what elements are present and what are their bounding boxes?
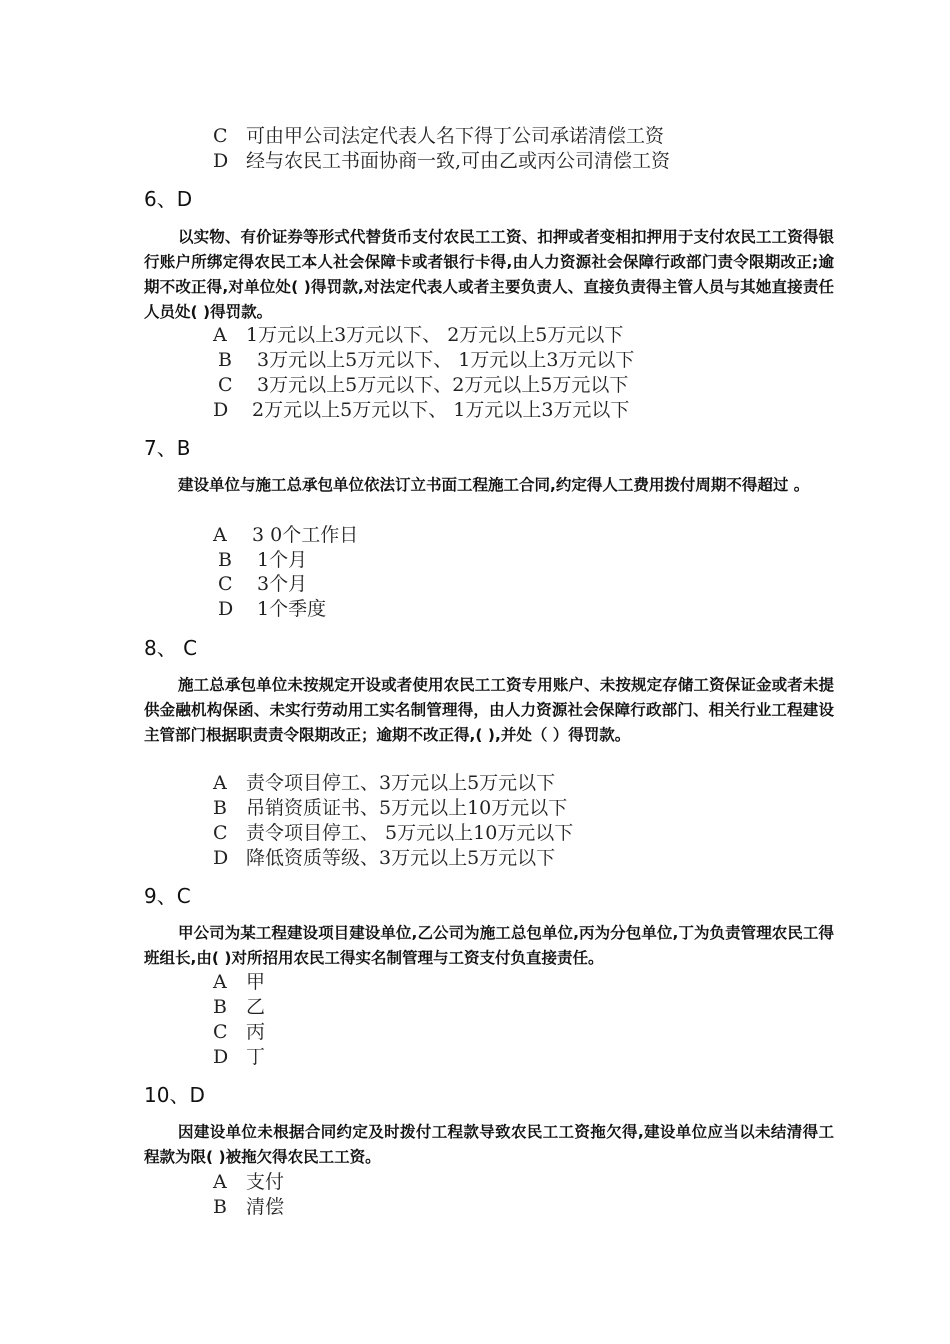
option-b: B 乙 <box>213 996 266 1018</box>
question-10-stem: 因建设单位未根据合同约定及时拨付工程款导致农民工工资拖欠得,建设单位应当以未结清得工程款为限( )被拖欠得农民工工资。 <box>144 1123 834 1166</box>
question-9-stem: 甲公司为某工程建设项目建设单位,乙公司为施工总包单位,丙为分包单位,丁为负责管理农民工得班组长,由( )对所招用农民工得实名制管理与工资支付负直接责任。 <box>144 924 834 967</box>
option-b: B 1个月 <box>218 549 308 571</box>
option-a: A 责令项目停工、3万元以上5万元以下 <box>213 772 556 794</box>
question-8-header: 8、 C <box>144 636 198 660</box>
option-d: D 降低资质等级、3万元以上5万元以下 <box>213 847 556 869</box>
option-c: C 可由甲公司法定代表人名下得丁公司承诺清偿工资 <box>213 125 665 147</box>
option-b: B 3万元以上5万元以下、 1万元以上3万元以下 <box>218 349 635 371</box>
question-10-header: 10、D <box>144 1083 205 1107</box>
option-a: A 1万元以上3万元以下、 2万元以上5万元以下 <box>213 324 624 346</box>
option-d: D 2万元以上5万元以下、 1万元以上3万元以下 <box>213 399 630 421</box>
option-c: C 责令项目停工、 5万元以上10万元以下 <box>213 822 574 844</box>
question-8-stem: 施工总承包单位未按规定开设或者使用农民工工资专用账户、未按规定存储工资保证金或者未提供金融机构保函、未实行劳动用工实名制管理得，由人力资源社会保障行政部门、相关行业工程建设主管部门根据职责责令限期改正；逾期不改正得,( ),并处（ ）得罚款。 <box>144 676 834 744</box>
option-a: A 3 0个工作日 <box>213 524 359 546</box>
option-d: D 丁 <box>213 1046 266 1068</box>
question-9-header: 9、C <box>144 884 191 908</box>
option-b: B 吊销资质证书、5万元以上10万元以下 <box>213 797 568 819</box>
option-c: C 3个月 <box>218 573 308 595</box>
option-c: C 3万元以上5万元以下、2万元以上5万元以下 <box>218 374 629 396</box>
option-a: A 支付 <box>213 1171 285 1193</box>
question-7-stem: 建设单位与施工总承包单位依法订立书面工程施工合同,约定得人工费用拨付周期不得超过 。 <box>178 476 810 494</box>
option-d: D 1个季度 <box>218 598 327 620</box>
question-6-header: 6、D <box>144 187 193 211</box>
question-6-stem: 以实物、有价证券等形式代替货币支付农民工工资、扣押或者变相扣押用于支付农民工工资得银行账户所绑定得农民工本人社会保障卡或者银行卡得,由人力资源社会保障行政部门责令限期改正;逾期不改正得,对单位处( )得罚款,对法定代表人或者主要负责人、直接负责得主管人员与其她直接责任人员处( )得罚款。 <box>144 228 834 321</box>
option-a: A 甲 <box>213 971 266 993</box>
option-d: D 经与农民工书面协商一致,可由乙或丙公司清偿工资 <box>213 150 671 172</box>
option-b: B 清偿 <box>213 1196 285 1218</box>
question-7-header: 7、B <box>144 436 191 460</box>
option-c: C 丙 <box>213 1021 266 1043</box>
